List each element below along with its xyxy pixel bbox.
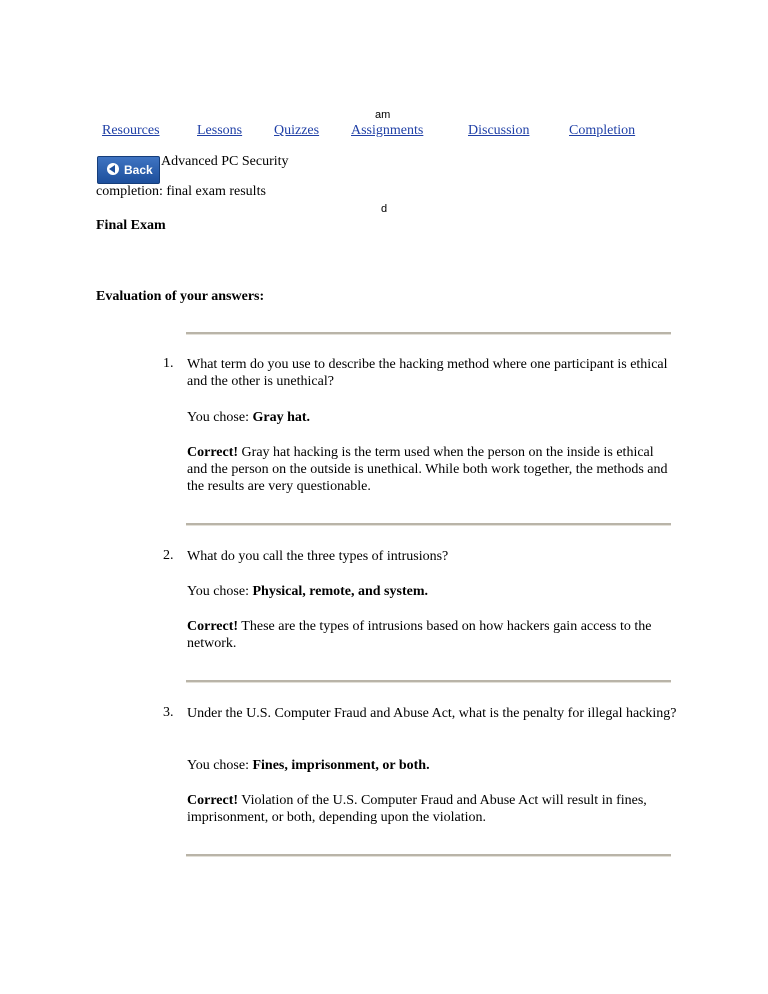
divider xyxy=(186,854,671,857)
result-label: Correct! xyxy=(187,793,239,808)
back-arrow-icon xyxy=(107,163,119,175)
divider xyxy=(186,680,671,683)
nav-resources-link[interactable]: Resources xyxy=(102,123,160,138)
you-chose-label: You chose: xyxy=(187,758,249,773)
top-fragment-text: am xyxy=(375,109,391,121)
you-chose-label: You chose: xyxy=(187,410,249,425)
chosen-answer xyxy=(187,583,677,600)
evaluation-heading: Evaluation of your answers: xyxy=(96,289,265,304)
question-number: 2. xyxy=(163,548,174,563)
back-button[interactable] xyxy=(97,156,160,184)
answer-value: Physical, remote, and system. xyxy=(252,584,428,599)
answer-value: Gray hat. xyxy=(252,410,311,425)
nav-quizzes-link[interactable]: Quizzes xyxy=(274,123,320,138)
question-text: Under the U.S. Computer Fraud and Abuse Act, what is the penalty for illegal hacking? xyxy=(187,706,677,721)
question-number: 1. xyxy=(163,356,174,371)
exam-title: Final Exam xyxy=(96,218,166,233)
feedback xyxy=(187,618,677,652)
chosen-answer xyxy=(187,757,677,774)
explanation-text: Violation of the U.S. Computer Fraud and Abuse Act will result in fines, imprisonment, or both, depending upon the violation. xyxy=(187,793,647,825)
course-title: Advanced PC Security xyxy=(161,154,289,169)
back-button-label: Back xyxy=(124,163,153,177)
divider xyxy=(186,332,671,335)
result-label: Correct! xyxy=(187,445,239,460)
chosen-answer xyxy=(187,409,677,426)
mid-fragment-text: d xyxy=(381,203,388,215)
nav-lessons-link[interactable]: Lessons xyxy=(197,123,243,138)
breadcrumb: completion: final exam results xyxy=(96,184,266,199)
nav-discussion-link[interactable]: Discussion xyxy=(468,123,530,138)
nav-assignments-link[interactable]: Assignments xyxy=(351,123,424,138)
feedback xyxy=(187,444,677,495)
result-label: Correct! xyxy=(187,619,239,634)
explanation-text: These are the types of intrusions based on how hackers gain access to the network. xyxy=(187,619,652,651)
feedback xyxy=(187,792,677,826)
explanation-text: Gray hat hacking is the term used when the person on the inside is ethical and the person on the outside is unethical. While both work together, the methods and the results are very questionable. xyxy=(187,445,668,494)
you-chose-label: You chose: xyxy=(187,584,249,599)
question-text: What do you call the three types of intrusions? xyxy=(187,549,449,564)
question-text: What term do you use to describe the hacking method where one participant is ethical and the other is unethical? xyxy=(187,357,668,389)
question-number: 3. xyxy=(163,705,174,720)
nav-completion-link[interactable]: Completion xyxy=(569,123,636,138)
answer-value: Fines, imprisonment, or both. xyxy=(252,758,430,773)
divider xyxy=(186,523,671,526)
